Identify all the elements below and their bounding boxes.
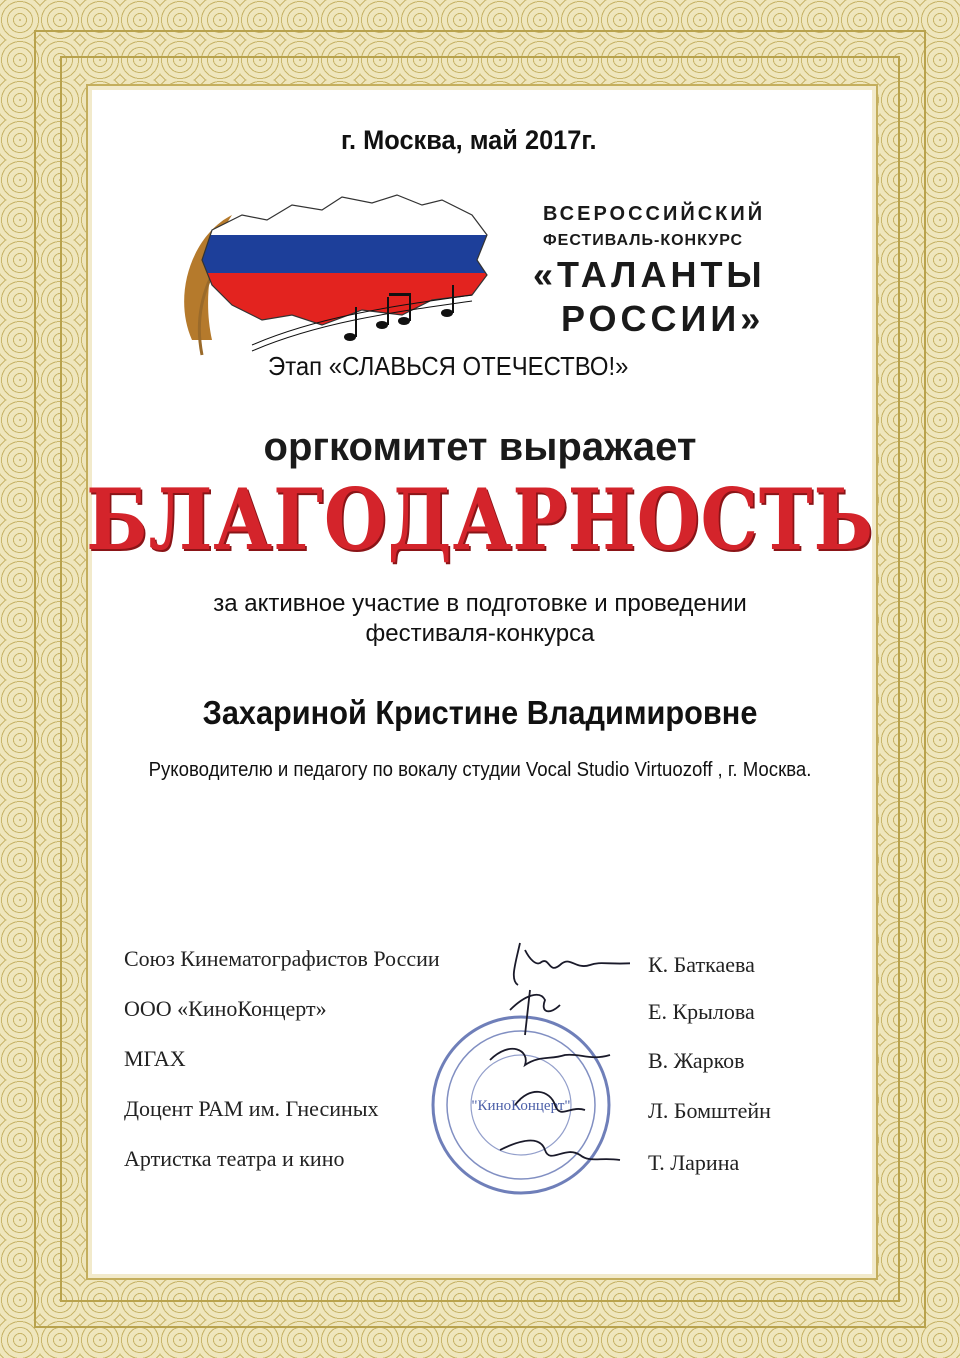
russia-map-logo xyxy=(172,175,502,375)
handwritten-signatures xyxy=(470,935,630,1195)
signatory-name-4: Л. Бомштейн xyxy=(648,1098,771,1123)
reason-line-2: фестиваля-конкурса xyxy=(365,620,595,647)
stage-title: Этап «СЛАВЬСЯ ОТЕЧЕСТВО!» xyxy=(268,351,629,381)
org-line-4: РОССИИ» xyxy=(561,298,765,339)
signatory-org-3: МГАХ xyxy=(124,1046,186,1071)
org-line-3: «ТАЛАНТЫ xyxy=(533,254,766,295)
signatory-name-3: В. Жарков xyxy=(648,1048,745,1073)
signatory-org-5: Артистка театра и кино xyxy=(124,1146,345,1171)
city-date: г. Москва, май 2017г. xyxy=(341,125,597,155)
signatory-name-2: Е. Крылова xyxy=(648,999,755,1024)
certificate-title: БЛАГОДАРНОСТЬ xyxy=(86,470,874,569)
reason-line-1: за активное участие в подготовке и проведении xyxy=(213,590,747,617)
signatory-org-2: ООО «КиноКонцерт» xyxy=(124,996,327,1021)
org-line-2: ФЕСТИВАЛЬ-КОНКУРС xyxy=(543,232,744,249)
recipient-name: Захариной Кристине Владимировне xyxy=(202,694,758,731)
signatory-org-1: Союз Кинематографистов России xyxy=(124,946,440,971)
signatory-org-4: Доцент РАМ им. Гнесиных xyxy=(124,1096,379,1121)
signatory-name-5: Т. Ларина xyxy=(648,1150,740,1175)
org-line-1: ВСЕРОССИЙСКИЙ xyxy=(543,203,766,225)
flag-map xyxy=(172,175,502,353)
stamp-center-text: "КиноКонцерт" xyxy=(471,1098,571,1114)
recipient-position: Руководителю и педагогу по вокалу студии Vocal Studio Virtuozoff , г. Москва. xyxy=(148,759,812,781)
signatory-name-1: К. Баткаева xyxy=(648,952,755,977)
committee-line: оргкомитет выражает xyxy=(263,425,697,469)
